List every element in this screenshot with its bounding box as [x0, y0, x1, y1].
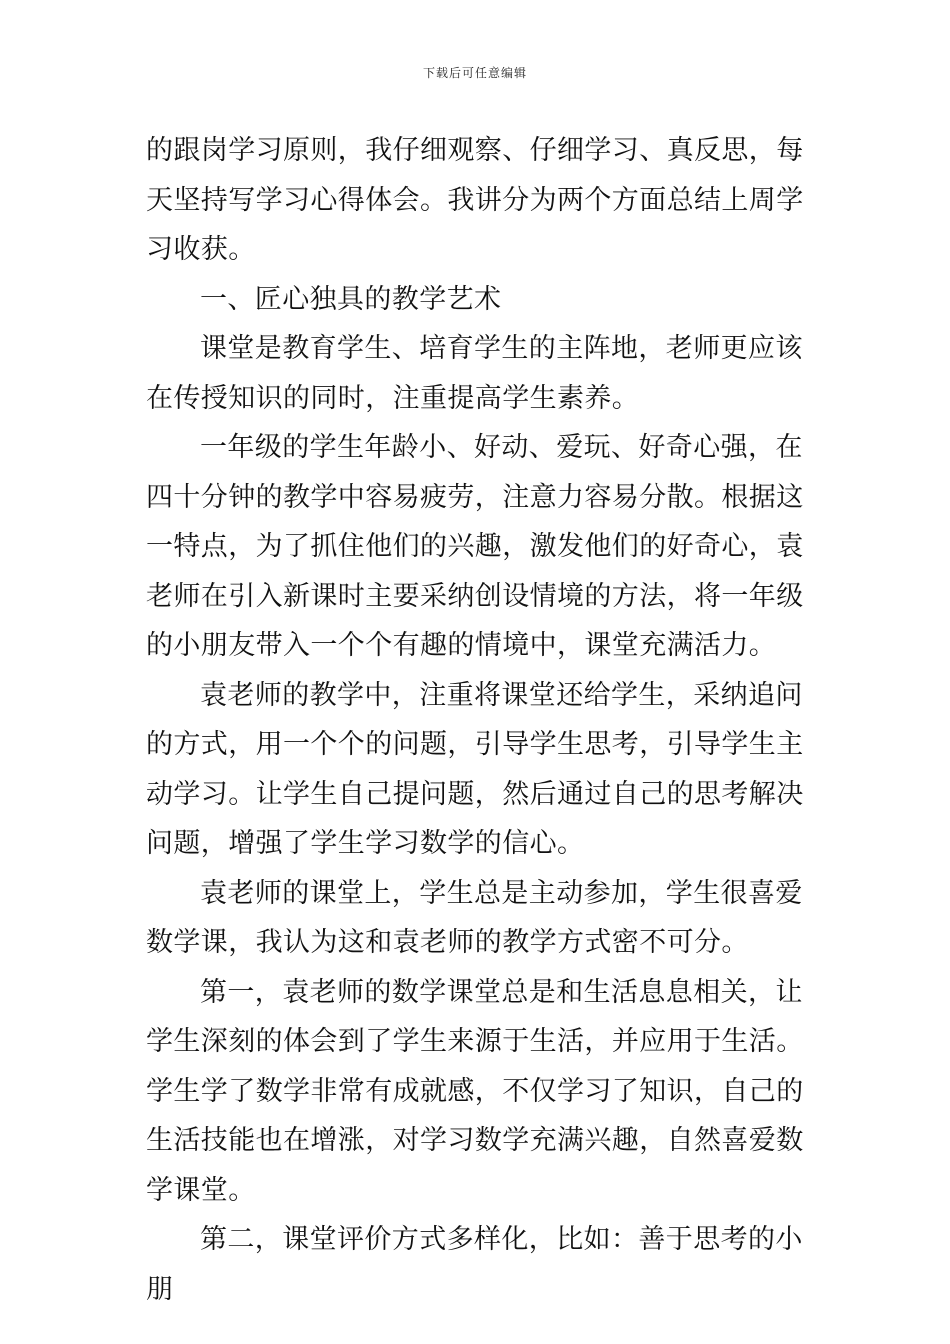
- paragraph: 第一，袁老师的数学课堂总是和生活息息相关，让学生深刻的体会到了学生来源于生活，并应用于生活。学生学了数学非常有成就感，不仅学习了知识，自己的生活技能也在增涨，对学习数学充满兴趣，自然喜爱数学课堂。: [146, 976, 804, 1206]
- paragraph-continuation: 的跟岗学习原则，我仔细观察、仔细学习、真反思，每天坚持写学习心得体会。我讲分为两个方面总结上周学习收获。: [146, 135, 804, 265]
- paragraph: 袁老师的教学中，注重将课堂还给学生，采纳追问的方式，用一个个的问题，引导学生思考，引导学生主动学习。让学生自己提问题，然后通过自己的思考解决问题，增强了学生学习数学的信心。: [146, 679, 804, 859]
- section-heading: 一、匠心独具的教学艺术: [200, 283, 502, 315]
- document-body: [146, 126, 808, 1314]
- paragraph: 一年级的学生年龄小、好动、爱玩、好奇心强，在四十分钟的教学中容易疲劳，注意力容易分散。根据这一特点，为了抓住他们的兴趣，激发他们的好奇心，袁老师在引入新课时主要采纳创设情境的方法，将一年级的小朋友带入一个个有趣的情境中，课堂充满活力。: [146, 432, 804, 661]
- paragraph: 袁老师的课堂上，学生总是主动参加，学生很喜爱数学课，我认为这和袁老师的教学方式密不可分。: [146, 877, 803, 958]
- paragraph: 第二，课堂评价方式多样化，比如：善于思考的小朋: [146, 1224, 803, 1305]
- page-header: 下载后可任意编辑: [422, 66, 527, 80]
- paragraph: 课堂是教育学生、培育学生的主阵地，老师更应该在传授知识的同时，注重提高学生素养。: [146, 333, 803, 414]
